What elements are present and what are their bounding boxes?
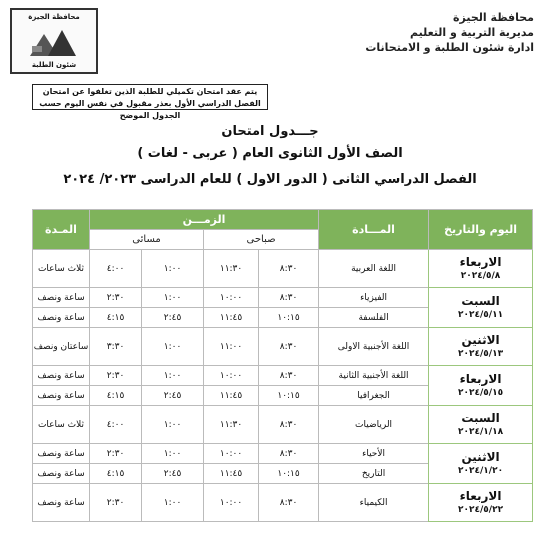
evening-start-cell: ١:٠٠ — [142, 288, 204, 308]
logo-bottom-text: شئون الطلبة — [31, 61, 77, 69]
morning-end-cell: ١٠:٠٠ — [204, 444, 259, 464]
table-row — [33, 366, 533, 386]
morning-start-cell: ٨:٣٠ — [259, 250, 319, 288]
pyramids-icon — [28, 24, 78, 58]
exam-date: ٢٠٢٤/١/٢٠ — [458, 465, 504, 476]
morning-end-cell: ١١:٠٠ — [204, 328, 259, 366]
header-morning: صباحى — [204, 230, 319, 250]
duration-cell: ساعة ونصف — [33, 308, 90, 328]
duration-cell: ساعة ونصف — [33, 386, 90, 406]
table-row — [33, 250, 533, 288]
day-name: الاثنين — [461, 332, 500, 347]
exam-schedule-table — [32, 209, 533, 522]
morning-end-cell: ١٠:٠٠ — [204, 366, 259, 386]
schedule-body — [33, 250, 533, 522]
header-evening: مسائى — [90, 230, 204, 250]
exam-date: ٢٠٢٤/٥/٢٢ — [458, 504, 504, 515]
morning-start-cell: ٨:٣٠ — [259, 406, 319, 444]
duration-cell: ساعة ونصف — [33, 366, 90, 386]
day-date-cell — [429, 288, 533, 328]
evening-end-cell: ٤:٠٠ — [90, 250, 142, 288]
day-date-cell — [429, 250, 533, 288]
morning-end-cell: ١١:٤٥ — [204, 308, 259, 328]
day-name: السبت — [461, 410, 500, 425]
subject-cell: الرياضيات — [319, 406, 429, 444]
morning-end-cell: ١١:٤٥ — [204, 464, 259, 484]
morning-end-cell: ١٠:٠٠ — [204, 484, 259, 522]
header-line-governorate: محافظة الجيزة — [453, 11, 534, 24]
header-day-date: اليوم والتاريخ — [429, 210, 533, 250]
makeup-exam-notice: يتم عقد امتحان تكميلي للطلبة الذين تغلفوا عن امتحان الفصل الدراسي الأول بعذر مقبول في نفس اليوم حسب الجدول الموضح — [32, 84, 268, 110]
duration-cell: ثلاث ساعات — [33, 250, 90, 288]
evening-end-cell: ٣:٣٠ — [90, 328, 142, 366]
evening-end-cell: ٢:٣٠ — [90, 444, 142, 464]
exam-date: ٢٠٢٤/٥/١٥ — [458, 387, 504, 398]
morning-start-cell: ١٠:١٥ — [259, 464, 319, 484]
duration-cell: ثلاث ساعات — [33, 406, 90, 444]
subject-cell: الفلسفة — [319, 308, 429, 328]
duration-cell: ساعة ونصف — [33, 484, 90, 522]
grade-title: الصف الأول الثانوى العام ( عربى - لغات ) — [137, 146, 403, 161]
evening-start-cell: ١:٠٠ — [142, 484, 204, 522]
day-name: الاربعاء — [459, 254, 502, 269]
table-row — [33, 484, 533, 522]
day-date-cell — [429, 406, 533, 444]
morning-start-cell: ٨:٣٠ — [259, 366, 319, 386]
table-row — [33, 444, 533, 464]
header-time: الزمـــن — [90, 210, 319, 230]
morning-start-cell: ٨:٣٠ — [259, 444, 319, 464]
header-line-directorate: مديرية التربية و التعليم — [410, 26, 534, 39]
day-name: الاربعاء — [459, 371, 502, 386]
subject-cell: اللغة العربية — [319, 250, 429, 288]
evening-end-cell: ٤:٠٠ — [90, 406, 142, 444]
evening-start-cell: ١:٠٠ — [142, 406, 204, 444]
duration-cell: ساعة ونصف — [33, 444, 90, 464]
evening-start-cell: ١:٠٠ — [142, 328, 204, 366]
morning-start-cell: ١٠:١٥ — [259, 308, 319, 328]
subject-cell: التاريخ — [319, 464, 429, 484]
evening-end-cell: ٤:١٥ — [90, 464, 142, 484]
morning-end-cell: ١١:٣٠ — [204, 406, 259, 444]
evening-end-cell: ٢:٣٠ — [90, 484, 142, 522]
day-name: السبت — [461, 293, 500, 308]
exam-date: ٢٠٢٤/٥/١١ — [458, 309, 504, 320]
day-date-cell — [429, 484, 533, 522]
morning-start-cell: ٨:٣٠ — [259, 484, 319, 522]
day-date-cell — [429, 366, 533, 406]
directorate-header — [334, 10, 534, 55]
evening-end-cell: ٤:١٥ — [90, 386, 142, 406]
morning-start-cell: ٨:٣٠ — [259, 328, 319, 366]
evening-end-cell: ٢:٣٠ — [90, 366, 142, 386]
table-row — [33, 406, 533, 444]
logo-top-text: محافظة الجيزة — [28, 13, 80, 21]
evening-start-cell: ٢:٤٥ — [142, 308, 204, 328]
subject-cell: الجغرافيا — [319, 386, 429, 406]
subject-cell: اللغة الأجنبية الثانية — [319, 366, 429, 386]
exam-date: ٢٠٢٤/٥/٨ — [460, 270, 501, 281]
day-name: الاثنين — [461, 449, 500, 464]
page-title: جـــدول امتحان — [221, 124, 319, 139]
evening-start-cell: ١:٠٠ — [142, 366, 204, 386]
header-line-department: ادارة شئون الطلبة و الامتحانات — [365, 41, 534, 54]
morning-end-cell: ١١:٣٠ — [204, 250, 259, 288]
subject-cell: الكيمياء — [319, 484, 429, 522]
term-title: الفصل الدراسي الثانى ( الدور الاول ) للعام الدراسى ٢٠٢٣/ ٢٠٢٤ — [63, 172, 477, 187]
exam-date: ٢٠٢٤/٥/١٣ — [458, 348, 504, 359]
evening-start-cell: ١:٠٠ — [142, 250, 204, 288]
subject-cell: الفيزياء — [319, 288, 429, 308]
exam-date: ٢٠٢٤/١/١٨ — [458, 426, 504, 437]
day-date-cell — [429, 328, 533, 366]
subject-cell: اللغة الأجنبية الاولى — [319, 328, 429, 366]
table-row — [33, 288, 533, 308]
evening-end-cell: ٢:٣٠ — [90, 288, 142, 308]
duration-cell: ساعة ونصف — [33, 288, 90, 308]
evening-start-cell: ٢:٤٥ — [142, 386, 204, 406]
evening-start-cell: ٢:٤٥ — [142, 464, 204, 484]
day-name: الاربعاء — [459, 488, 502, 503]
duration-cell: ساعة ونصف — [33, 464, 90, 484]
logo-emblem — [10, 8, 98, 74]
morning-end-cell: ١١:٤٥ — [204, 386, 259, 406]
morning-start-cell: ١٠:١٥ — [259, 386, 319, 406]
header-subject: المـــادة — [319, 210, 429, 250]
evening-start-cell: ١:٠٠ — [142, 444, 204, 464]
morning-end-cell: ١٠:٠٠ — [204, 288, 259, 308]
morning-start-cell: ٨:٣٠ — [259, 288, 319, 308]
header-duration: المـدة — [33, 210, 90, 250]
day-date-cell — [429, 444, 533, 484]
subject-cell: الأحياء — [319, 444, 429, 464]
evening-end-cell: ٤:١٥ — [90, 308, 142, 328]
table-row — [33, 328, 533, 366]
duration-cell: ساعتان ونصف — [33, 328, 90, 366]
